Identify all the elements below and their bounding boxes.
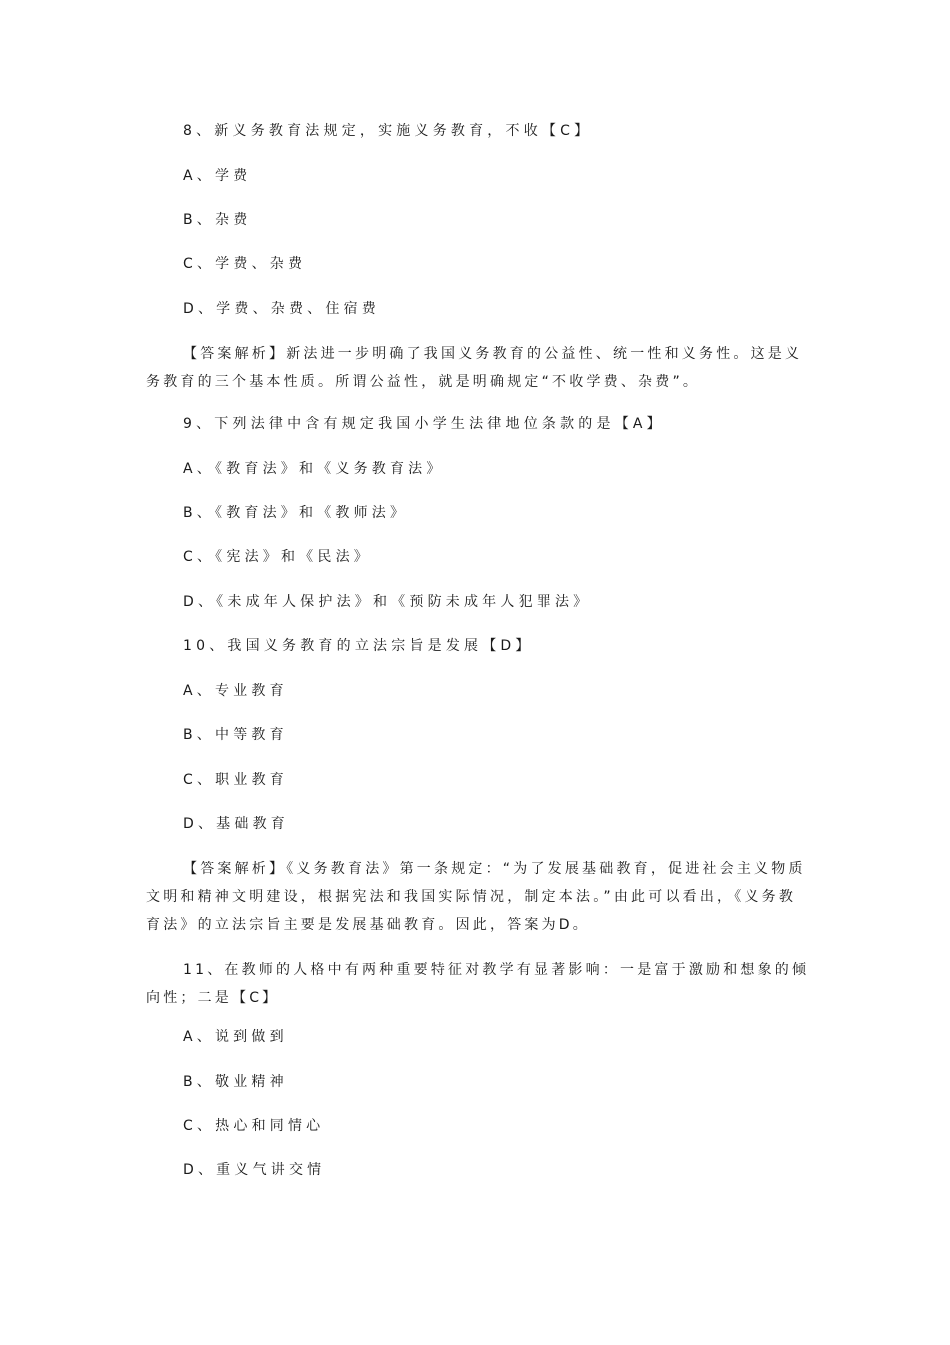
- question-9-option-a: A、《教育法》和《义务教育法》: [183, 461, 445, 477]
- question-10-option-c: C、职业教育: [183, 772, 288, 788]
- question-11-option-d: D、重义气讲交情: [183, 1162, 326, 1178]
- question-10-option-d: D、基础教育: [183, 816, 289, 832]
- question-8-stem: 8、新义务教育法规定，实施义务教育，不收【C】: [183, 123, 593, 139]
- question-10-option-b: B、中等教育: [183, 727, 288, 743]
- question-11-option-a: A、说到做到: [183, 1029, 288, 1045]
- question-10-analysis: 【答案解析】《义务教育法》第一条规定：“为了发展基础教育，促进社会主义物质文明和精神文明建设，根据宪法和我国实际情况，制定本法。”由此可以看出，《义务教育法》的立法宗旨主要是发展基础教育。因此，答案为D。: [146, 861, 806, 933]
- question-8-analysis: 【答案解析】新法进一步明确了我国义务教育的公益性、统一性和义务性。这是义务教育的三个基本性质。所谓公益性，就是明确规定“不收学费、杂费”。: [146, 346, 803, 390]
- question-8-option-b: B、杂费: [183, 212, 252, 228]
- question-9-option-b: B、《教育法》和《教师法》: [183, 505, 409, 521]
- question-10-option-a: A、专业教育: [183, 683, 288, 699]
- question-10-stem: 10、我国义务教育的立法宗旨是发展【D】: [183, 638, 534, 654]
- question-9-option-c: C、《宪法》和《民法》: [183, 549, 372, 565]
- question-9-stem: 9、下列法律中含有规定我国小学生法律地位条款的是【A】: [183, 416, 665, 432]
- question-11-stem: 11、在教师的人格中有两种重要特征对教学有显著影响：一是富于激励和想象的倾向性；二是【C】: [146, 962, 810, 1006]
- question-8-option-c: C、学费、杂费: [183, 256, 307, 272]
- question-11-option-b: B、敬业精神: [183, 1074, 288, 1090]
- question-11-option-c: C、热心和同情心: [183, 1118, 325, 1134]
- question-8-option-d: D、学费、杂费、住宿费: [183, 301, 380, 317]
- question-8-option-a: A、学费: [183, 168, 252, 184]
- question-9-option-d: D、《未成年人保护法》和《预防未成年人犯罪法》: [183, 594, 592, 610]
